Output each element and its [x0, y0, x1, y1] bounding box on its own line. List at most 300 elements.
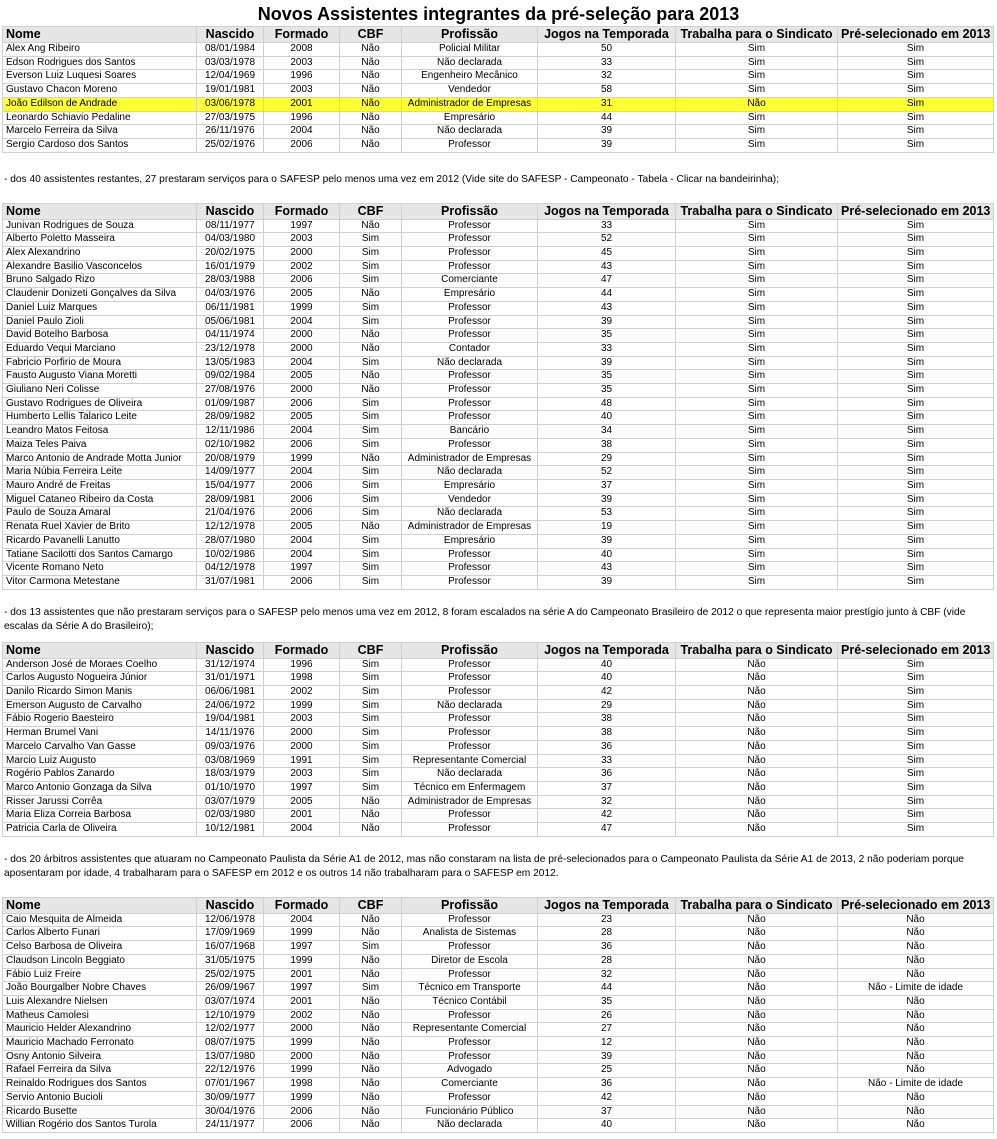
cell-works-for-union: Não: [676, 995, 838, 1009]
cell-works-for-union: Sim: [676, 274, 838, 288]
cell-cbf: Não: [340, 795, 402, 809]
cell-games: 33: [538, 754, 676, 768]
cell-works-for-union: Sim: [676, 466, 838, 480]
cell-profession: Professor: [402, 438, 538, 452]
table-row: [3, 43, 994, 57]
cell-born: 12/10/1979: [197, 1009, 264, 1023]
cell-name: Miguel Cataneo Ribeiro da Costa: [3, 493, 197, 507]
cell-preselected: Sim: [838, 70, 994, 84]
cell-works-for-union: Não: [676, 768, 838, 782]
cell-works-for-union: Sim: [676, 575, 838, 589]
cell-born: 30/04/1976: [197, 1105, 264, 1119]
cell-works-for-union: Não: [676, 686, 838, 700]
cell-born: 28/09/1982: [197, 411, 264, 425]
assistants-table: [2, 897, 994, 1133]
column-header-graduated: Formado: [264, 203, 340, 219]
cell-graduated: 1997: [264, 941, 340, 955]
cell-graduated: 2003: [264, 713, 340, 727]
cell-works-for-union: Sim: [676, 452, 838, 466]
column-header-preselected: Pré-selecionado em 2013: [838, 203, 994, 219]
cell-preselected: Sim: [838, 97, 994, 111]
table-row: [3, 125, 994, 139]
column-header-born: Nascido: [197, 27, 264, 43]
cell-preselected: Não: [838, 913, 994, 927]
cell-cbf: Sim: [340, 260, 402, 274]
cell-profession: Técnico Contábil: [402, 995, 538, 1009]
cell-cbf: Não: [340, 70, 402, 84]
table-row: [3, 781, 994, 795]
table-row: [3, 1105, 994, 1119]
column-header-profession: Profissão: [402, 27, 538, 43]
table-row: [3, 138, 994, 152]
cell-name: Tatiane Sacilotti dos Santos Camargo: [3, 548, 197, 562]
cell-name: Marco Antonio de Andrade Motta Junior: [3, 452, 197, 466]
cell-name: Marcio Luiz Augusto: [3, 754, 197, 768]
table-row: [3, 768, 994, 782]
cell-cbf: Não: [340, 1050, 402, 1064]
cell-preselected: Sim: [838, 823, 994, 837]
cell-name: Everson Luiz Luquesi Soares: [3, 70, 197, 84]
table-row: [3, 954, 994, 968]
cell-preselected: Não: [838, 1119, 994, 1133]
cell-preselected: Sim: [838, 727, 994, 741]
cell-games: 40: [538, 548, 676, 562]
table-row: [3, 329, 994, 343]
cell-born: 26/11/1976: [197, 125, 264, 139]
cell-born: 08/07/1975: [197, 1037, 264, 1051]
table-row: [3, 493, 994, 507]
cell-preselected: Não: [838, 1050, 994, 1064]
table-row: [3, 1023, 994, 1037]
cell-profession: Professor: [402, 247, 538, 261]
cell-born: 20/02/1975: [197, 247, 264, 261]
cell-profession: Não declarada: [402, 466, 538, 480]
table-row: [3, 927, 994, 941]
cell-preselected: Não - Limite de idade: [838, 982, 994, 996]
cell-name: Renata Ruel Xavier de Brito: [3, 521, 197, 535]
cell-games: 32: [538, 968, 676, 982]
cell-cbf: Sim: [340, 397, 402, 411]
cell-cbf: Sim: [340, 672, 402, 686]
table-row: [3, 1050, 994, 1064]
column-header-name: Nome: [3, 27, 197, 43]
cell-profession: Professor: [402, 219, 538, 233]
cell-born: 04/11/1974: [197, 329, 264, 343]
cell-games: 40: [538, 672, 676, 686]
table-row: [3, 219, 994, 233]
assistants-table: [2, 26, 994, 153]
cell-preselected: Sim: [838, 548, 994, 562]
table-row: [3, 713, 994, 727]
column-header-name: Nome: [3, 897, 197, 913]
cell-games: 35: [538, 995, 676, 1009]
cell-graduated: 2001: [264, 97, 340, 111]
cell-works-for-union: Sim: [676, 548, 838, 562]
cell-name: Carlos Augusto Nogueira Júnior: [3, 672, 197, 686]
table-row: [3, 233, 994, 247]
cell-works-for-union: Não: [676, 1091, 838, 1105]
cell-works-for-union: Não: [676, 1050, 838, 1064]
cell-graduated: 1999: [264, 1091, 340, 1105]
cell-games: 39: [538, 575, 676, 589]
cell-cbf: Não: [340, 1064, 402, 1078]
cell-games: 32: [538, 795, 676, 809]
cell-profession: Professor: [402, 727, 538, 741]
cell-preselected: Sim: [838, 521, 994, 535]
cell-born: 13/05/1983: [197, 356, 264, 370]
cell-preselected: Sim: [838, 411, 994, 425]
table-row: [3, 1064, 994, 1078]
cell-preselected: Sim: [838, 781, 994, 795]
cell-games: 53: [538, 507, 676, 521]
cell-works-for-union: Não: [676, 97, 838, 111]
cell-graduated: 1999: [264, 954, 340, 968]
cell-graduated: 2004: [264, 356, 340, 370]
cell-works-for-union: Sim: [676, 301, 838, 315]
table-row: [3, 288, 994, 302]
cell-works-for-union: Sim: [676, 288, 838, 302]
cell-cbf: Sim: [340, 727, 402, 741]
cell-works-for-union: Sim: [676, 111, 838, 125]
section-note: - dos 20 árbitros assistentes que atuaram no Campeonato Paulista da Série A1 de 2012, mas não constaram na lista de pré-selecionados para o Campeonato Paulista da Série A1 de 2013, 2 não poderiam porque aposentaram por idade, 4 trabalharam para o SAFESP em 2012 e os outros 14 não trabalharam para o SAFESP em 2012.: [4, 853, 964, 879]
cell-preselected: Sim: [838, 384, 994, 398]
table-row: [3, 968, 994, 982]
cell-profession: Comerciante: [402, 1078, 538, 1092]
cell-cbf: Não: [340, 138, 402, 152]
cell-graduated: 2006: [264, 1119, 340, 1133]
cell-cbf: Não: [340, 995, 402, 1009]
cell-profession: Analista de Sistemas: [402, 927, 538, 941]
table-row: [3, 1119, 994, 1133]
cell-graduated: 2005: [264, 411, 340, 425]
cell-born: 04/12/1978: [197, 562, 264, 576]
cell-cbf: Sim: [340, 562, 402, 576]
table-row: [3, 754, 994, 768]
cell-games: 48: [538, 397, 676, 411]
cell-name: Leandro Matos Feitosa: [3, 425, 197, 439]
cell-name: Fábio Luiz Freire: [3, 968, 197, 982]
cell-profession: Professor: [402, 1091, 538, 1105]
cell-preselected: Sim: [838, 274, 994, 288]
cell-preselected: Sim: [838, 438, 994, 452]
cell-profession: Professor: [402, 672, 538, 686]
cell-cbf: Não: [340, 927, 402, 941]
cell-name: Fabricio Porfirio de Moura: [3, 356, 197, 370]
table-row: [3, 342, 994, 356]
cell-graduated: 2006: [264, 493, 340, 507]
cell-works-for-union: Sim: [676, 342, 838, 356]
cell-works-for-union: Não: [676, 927, 838, 941]
cell-preselected: Sim: [838, 672, 994, 686]
cell-cbf: Não: [340, 954, 402, 968]
cell-profession: Engenheiro Mecânico: [402, 70, 538, 84]
table-row: [3, 727, 994, 741]
cell-profession: Funcionário Público: [402, 1105, 538, 1119]
cell-games: 35: [538, 329, 676, 343]
cell-graduated: 2006: [264, 397, 340, 411]
cell-games: 37: [538, 781, 676, 795]
cell-name: Alexandre Basilio Vasconcelos: [3, 260, 197, 274]
cell-preselected: Sim: [838, 370, 994, 384]
cell-graduated: 2000: [264, 384, 340, 398]
table-row: [3, 438, 994, 452]
cell-born: 01/10/1970: [197, 781, 264, 795]
cell-cbf: Não: [340, 219, 402, 233]
cell-profession: Professor: [402, 823, 538, 837]
cell-graduated: 1996: [264, 111, 340, 125]
cell-games: 38: [538, 713, 676, 727]
cell-preselected: Sim: [838, 740, 994, 754]
cell-cbf: Não: [340, 1119, 402, 1133]
cell-preselected: Sim: [838, 247, 994, 261]
cell-name: Daniel Paulo Zioli: [3, 315, 197, 329]
cell-cbf: Não: [340, 1009, 402, 1023]
cell-profession: Administrador de Empresas: [402, 97, 538, 111]
cell-works-for-union: Não: [676, 1105, 838, 1119]
cell-preselected: Sim: [838, 111, 994, 125]
cell-preselected: Sim: [838, 466, 994, 480]
cell-born: 26/09/1967: [197, 982, 264, 996]
cell-graduated: 2006: [264, 575, 340, 589]
cell-preselected: Sim: [838, 452, 994, 466]
cell-cbf: Não: [340, 913, 402, 927]
cell-preselected: Sim: [838, 342, 994, 356]
column-header-games: Jogos na Temporada: [538, 27, 676, 43]
cell-games: 28: [538, 927, 676, 941]
cell-games: 42: [538, 1091, 676, 1105]
cell-works-for-union: Sim: [676, 70, 838, 84]
cell-games: 40: [538, 658, 676, 672]
cell-born: 25/02/1976: [197, 138, 264, 152]
cell-graduated: 2000: [264, 727, 340, 741]
cell-works-for-union: Não: [676, 740, 838, 754]
cell-profession: Não declarada: [402, 125, 538, 139]
column-header-works-for-union: Trabalha para o Sindicato: [676, 642, 838, 658]
cell-name: Mauricio Helder Alexandrino: [3, 1023, 197, 1037]
cell-born: 28/07/1980: [197, 534, 264, 548]
cell-name: Rafael Ferreira da Silva: [3, 1064, 197, 1078]
cell-profession: Diretor de Escola: [402, 954, 538, 968]
cell-profession: Professor: [402, 329, 538, 343]
cell-graduated: 1991: [264, 754, 340, 768]
cell-games: 36: [538, 941, 676, 955]
cell-born: 03/07/1979: [197, 795, 264, 809]
cell-graduated: 2005: [264, 370, 340, 384]
cell-cbf: Sim: [340, 781, 402, 795]
cell-born: 06/06/1981: [197, 686, 264, 700]
cell-games: 27: [538, 1023, 676, 1037]
cell-cbf: Não: [340, 1105, 402, 1119]
cell-profession: Professor: [402, 562, 538, 576]
cell-cbf: Sim: [340, 425, 402, 439]
cell-name: Fábio Rogerio Baesteiro: [3, 713, 197, 727]
cell-preselected: Sim: [838, 479, 994, 493]
cell-name: Caio Mesquita de Almeida: [3, 913, 197, 927]
column-header-preselected: Pré-selecionado em 2013: [838, 27, 994, 43]
cell-works-for-union: Não: [676, 699, 838, 713]
table-row: [3, 315, 994, 329]
cell-cbf: Não: [340, 1037, 402, 1051]
table-row: [3, 740, 994, 754]
table-row: [3, 534, 994, 548]
table-header-row: [3, 642, 994, 658]
cell-born: 03/08/1969: [197, 754, 264, 768]
cell-graduated: 1998: [264, 1078, 340, 1092]
cell-name: Matheus Camolesi: [3, 1009, 197, 1023]
cell-cbf: Sim: [340, 493, 402, 507]
cell-games: 43: [538, 260, 676, 274]
cell-graduated: 1996: [264, 658, 340, 672]
cell-works-for-union: Não: [676, 795, 838, 809]
cell-graduated: 2006: [264, 479, 340, 493]
cell-profession: Professor: [402, 301, 538, 315]
cell-name: Marco Antonio Gonzaga da Silva: [3, 781, 197, 795]
cell-graduated: 2001: [264, 995, 340, 1009]
cell-cbf: Sim: [340, 274, 402, 288]
cell-profession: Não declarada: [402, 507, 538, 521]
cell-works-for-union: Sim: [676, 507, 838, 521]
column-header-preselected: Pré-selecionado em 2013: [838, 897, 994, 913]
cell-born: 24/11/1977: [197, 1119, 264, 1133]
cell-profession: Não declarada: [402, 56, 538, 70]
cell-games: 40: [538, 1119, 676, 1133]
cell-games: 34: [538, 425, 676, 439]
cell-profession: Não declarada: [402, 356, 538, 370]
cell-games: 43: [538, 562, 676, 576]
cell-born: 20/08/1979: [197, 452, 264, 466]
cell-graduated: 1997: [264, 781, 340, 795]
cell-name: Celso Barbosa de Oliveira: [3, 941, 197, 955]
cell-games: 50: [538, 43, 676, 57]
cell-cbf: Não: [340, 823, 402, 837]
cell-profession: Professor: [402, 397, 538, 411]
cell-graduated: 1999: [264, 927, 340, 941]
cell-born: 16/07/1968: [197, 941, 264, 955]
cell-born: 23/12/1978: [197, 342, 264, 356]
table-row: [3, 1009, 994, 1023]
column-header-name: Nome: [3, 203, 197, 219]
cell-preselected: Sim: [838, 301, 994, 315]
cell-name: Sergio Cardoso dos Santos: [3, 138, 197, 152]
cell-preselected: Sim: [838, 329, 994, 343]
section-note: - dos 40 assistentes restantes, 27 prestaram serviços para o SAFESP pelo menos uma vez em 2012 (Vide site do SAFESP - Campeonato - Tabela - Clicar na bandeirinha);: [4, 173, 780, 185]
cell-profession: Professor: [402, 1050, 538, 1064]
cell-cbf: Sim: [340, 315, 402, 329]
cell-games: 39: [538, 534, 676, 548]
cell-cbf: Não: [340, 342, 402, 356]
cell-cbf: Sim: [340, 247, 402, 261]
cell-games: 23: [538, 913, 676, 927]
cell-born: 02/10/1982: [197, 438, 264, 452]
cell-works-for-union: Não: [676, 809, 838, 823]
cell-graduated: 2003: [264, 56, 340, 70]
cell-name: Claudenir Donizeti Gonçalves da Silva: [3, 288, 197, 302]
cell-born: 15/04/1977: [197, 479, 264, 493]
cell-games: 39: [538, 125, 676, 139]
cell-profession: Administrador de Empresas: [402, 795, 538, 809]
cell-profession: Empresário: [402, 111, 538, 125]
cell-games: 26: [538, 1009, 676, 1023]
table-row: [3, 356, 994, 370]
cell-preselected: Não: [838, 1105, 994, 1119]
cell-born: 31/07/1981: [197, 575, 264, 589]
cell-name: Reinaldo Rodrigues dos Santos: [3, 1078, 197, 1092]
cell-works-for-union: Não: [676, 954, 838, 968]
cell-profession: Professor: [402, 941, 538, 955]
cell-name: Emerson Augusto de Carvalho: [3, 699, 197, 713]
cell-profession: Professor: [402, 713, 538, 727]
cell-preselected: Sim: [838, 397, 994, 411]
cell-works-for-union: Não: [676, 1064, 838, 1078]
cell-preselected: Sim: [838, 658, 994, 672]
cell-graduated: 2004: [264, 548, 340, 562]
cell-born: 14/11/1976: [197, 727, 264, 741]
cell-cbf: Não: [340, 452, 402, 466]
cell-profession: Professor: [402, 1037, 538, 1051]
cell-preselected: Sim: [838, 754, 994, 768]
cell-preselected: Não: [838, 941, 994, 955]
table-row: [3, 97, 994, 111]
cell-games: 37: [538, 1105, 676, 1119]
cell-name: Junivan Rodrigues de Souza: [3, 219, 197, 233]
cell-games: 52: [538, 233, 676, 247]
cell-games: 35: [538, 370, 676, 384]
cell-cbf: Não: [340, 56, 402, 70]
cell-born: 22/12/1976: [197, 1064, 264, 1078]
cell-games: 42: [538, 686, 676, 700]
cell-games: 31: [538, 97, 676, 111]
cell-cbf: Não: [340, 1078, 402, 1092]
cell-cbf: Sim: [340, 699, 402, 713]
cell-works-for-union: Sim: [676, 425, 838, 439]
cell-born: 19/04/1981: [197, 713, 264, 727]
cell-games: 45: [538, 247, 676, 261]
cell-profession: Administrador de Empresas: [402, 521, 538, 535]
cell-born: 05/06/1981: [197, 315, 264, 329]
cell-born: 12/12/1978: [197, 521, 264, 535]
cell-works-for-union: Sim: [676, 125, 838, 139]
table-row: [3, 384, 994, 398]
cell-born: 03/03/1978: [197, 56, 264, 70]
cell-born: 08/11/1977: [197, 219, 264, 233]
cell-name: Alex Alexandrino: [3, 247, 197, 261]
cell-born: 31/05/1975: [197, 954, 264, 968]
cell-graduated: 1999: [264, 699, 340, 713]
cell-games: 36: [538, 740, 676, 754]
table-row: [3, 913, 994, 927]
cell-born: 06/11/1981: [197, 301, 264, 315]
cell-preselected: Sim: [838, 233, 994, 247]
cell-profession: Advogado: [402, 1064, 538, 1078]
cell-profession: Vendedor: [402, 84, 538, 98]
cell-games: 39: [538, 138, 676, 152]
cell-graduated: 2000: [264, 342, 340, 356]
cell-preselected: Sim: [838, 125, 994, 139]
section-note: - dos 13 assistentes que não prestaram serviços para o SAFESP pelo menos uma vez em 2012, 8 foram escalados na série A do Campeonato Brasileiro de 2012 o que representa maior prestígio junto à CBF (vide escalas da Série A do Brasileiro);: [4, 606, 966, 632]
cell-born: 03/06/1978: [197, 97, 264, 111]
cell-cbf: Sim: [340, 740, 402, 754]
cell-born: 17/09/1969: [197, 927, 264, 941]
cell-games: 25: [538, 1064, 676, 1078]
cell-games: 36: [538, 1078, 676, 1092]
cell-profession: Professor: [402, 138, 538, 152]
assistants-table: [2, 203, 994, 590]
cell-cbf: Sim: [340, 438, 402, 452]
cell-games: 43: [538, 301, 676, 315]
cell-born: 12/06/1978: [197, 913, 264, 927]
cell-works-for-union: Não: [676, 727, 838, 741]
column-header-cbf: CBF: [340, 203, 402, 219]
